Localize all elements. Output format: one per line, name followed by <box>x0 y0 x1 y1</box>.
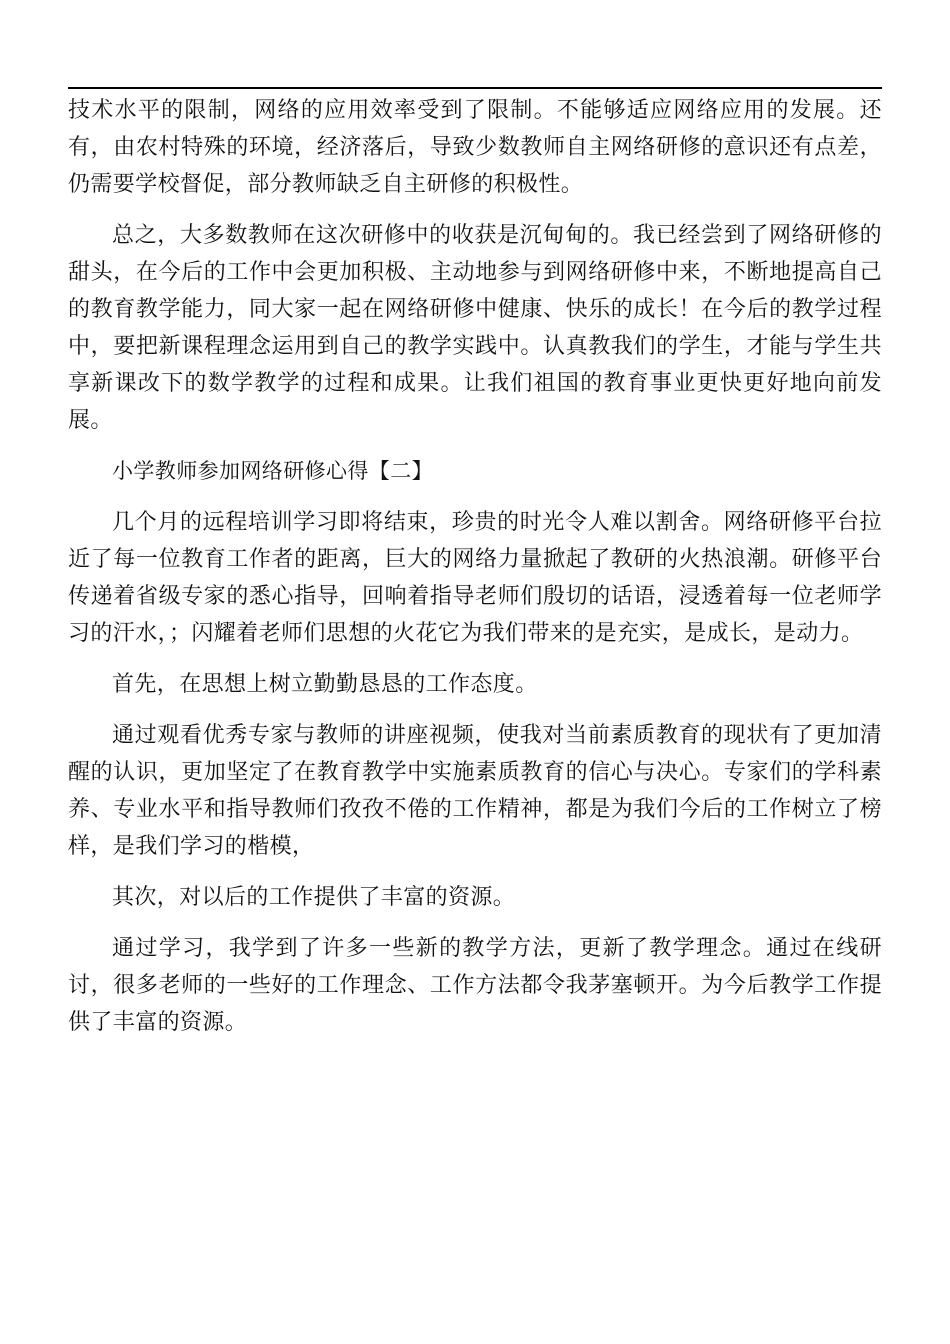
section-title: 小学教师参加网络研修心得【二】 <box>112 459 433 483</box>
paragraph-point-two-body: 通过学习，我学到了许多一些新的教学方法，更新了教学理念。通过在线研讨，很多老师的一些好的工作理念、工作方法都令我茅塞顿开。为今后教学工作提供了丰富的资源。 <box>68 936 882 1035</box>
paragraph-point-two: 其次，对以后的工作提供了丰富的资源。 <box>112 885 516 910</box>
header-rule <box>68 87 882 89</box>
paragraph-point-one-body: 通过观看优秀专家与教师的讲座视频，使我对当前素质教育的现状有了更加清醒的认识，更加坚定了在教育教学中实施素质教育的信心与决心。专家们的学科素养、专业水平和指导教师们孜孜不倦的工作精神，都是为我们今后的工作树立了榜样，是我们学习的楷模， <box>68 723 882 859</box>
paragraph-point-one: 首先，在思想上树立勤勤恳恳的工作态度。 <box>112 672 538 697</box>
paragraph-intro: 几个月的远程培训学习即将结束，珍贵的时光令人难以割舍。网络研修平台拉近了每一位教育工作者的距离，巨大的网络力量掀起了教研的火热浪潮。研修平台传递着省级专家的悉心指导，回响着指导老师们殷切的话语，浸透着每一位老师学习的汗水，；闪耀着老师们思想的火花它为我们带来的是充实，是成长，是动力。 <box>68 510 882 646</box>
paragraph-conclusion: 总之，大多数教师在这次研修中的收获是沉甸甸的。我已经尝到了网络研修的甜头，在今后的工作中会更加积极、主动地参与到网络研修中来，不断地提高自己的教育教学能力，同大家一起在网络研修中健康、快乐的成长！在今后的教学过程中，要把新课程理念运用到自己的教学实践中。认真教我们的学生，才能与学生共享新课改下的数学教学的过程和成果。让我们祖国的教育事业更快更好地向前发展。 <box>68 223 882 433</box>
paragraph-continued: 技术水平的限制，网络的应用效率受到了限制。不能够适应网络应用的发展。还有，由农村特殊的环境，经济落后，导致少数教师自主网络研修的意识还有点差，仍需要学校督促，部分教师缺乏自主研修的积极性。 <box>68 98 882 197</box>
document-body <box>68 92 882 1041</box>
